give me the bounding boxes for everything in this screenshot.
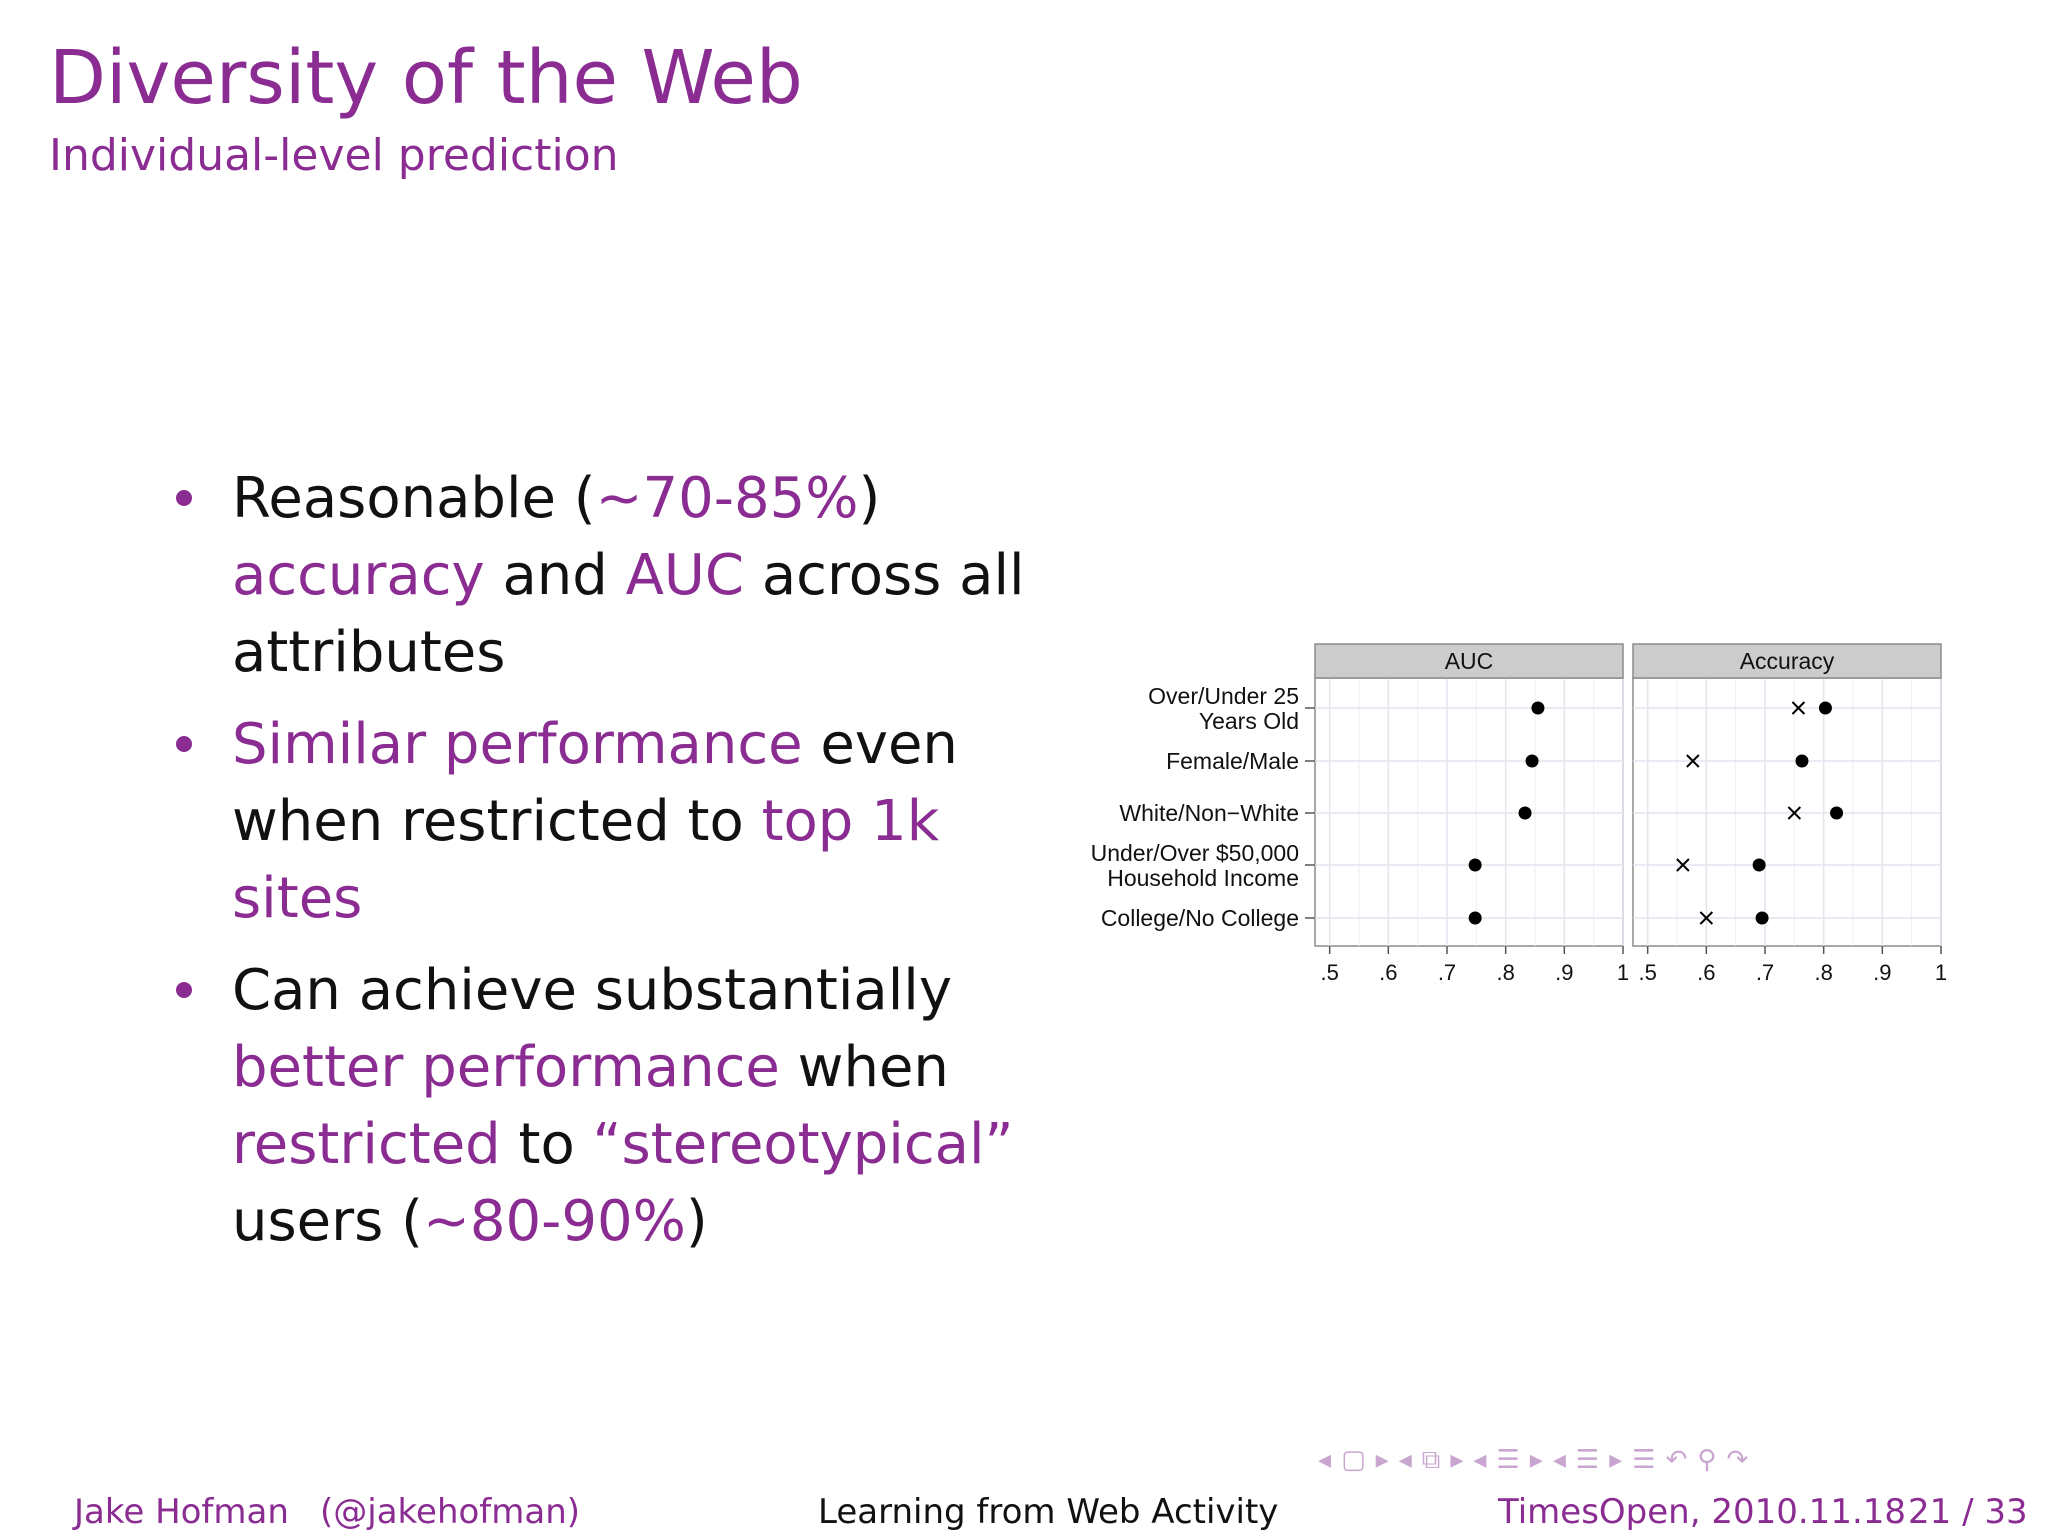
x-tick-label: .6 — [1379, 960, 1398, 985]
data-point-dot — [1753, 859, 1766, 872]
x-tick-label: .7 — [1755, 960, 1775, 985]
highlighted-text: Similar performance — [232, 712, 803, 777]
y-tick-label-line: Under/Over $50,000 — [1090, 840, 1299, 866]
beamer-nav-controls[interactable] — [1318, 1440, 1748, 1480]
data-point-dot — [1469, 912, 1482, 925]
section-icon[interactable]: ☰ — [1575, 1445, 1600, 1475]
bullet-dot-icon — [176, 490, 192, 506]
bullet-text: ) — [685, 1189, 708, 1254]
panel-frame — [1633, 678, 1941, 946]
x-tick-label: .6 — [1697, 960, 1716, 985]
nav-prev-icon[interactable]: ◂ — [1398, 1445, 1412, 1475]
data-point-dot — [1795, 755, 1808, 768]
bullet-dot-icon — [176, 982, 192, 998]
bullet-text: and — [484, 543, 626, 608]
highlighted-text: accuracy — [232, 543, 485, 608]
bullet-text: across all attributes — [232, 543, 1025, 685]
y-tick-label-line: Household Income — [1107, 865, 1299, 891]
data-point-dot — [1756, 912, 1769, 925]
y-tick-label-line: Years Old — [1198, 708, 1299, 734]
footer-event: TimesOpen, 2010.11.18 — [1498, 1492, 1907, 1532]
bullet-list — [170, 460, 1030, 1275]
data-point-dot — [1830, 807, 1843, 820]
data-point-dot — [1519, 807, 1532, 820]
panel-strip-label: Accuracy — [1739, 648, 1835, 674]
slide-title: Diversity of the Web — [49, 35, 803, 121]
undo-icon[interactable]: ↶ — [1665, 1445, 1688, 1475]
highlighted-text: better performance — [232, 1035, 780, 1100]
x-tick-label: .7 — [1437, 960, 1457, 985]
section-icon[interactable]: ☰ — [1496, 1445, 1520, 1475]
y-tick-label: Female/Male — [1166, 748, 1299, 774]
bullet-text: even when restricted to — [232, 712, 958, 854]
subsection-icon[interactable]: ⧉ — [1421, 1444, 1441, 1475]
section-icon[interactable]: ☰ — [1632, 1445, 1656, 1475]
x-tick-label: 1 — [1616, 960, 1630, 985]
data-point-dot — [1531, 702, 1544, 715]
data-point-dot — [1526, 755, 1539, 768]
x-tick-label: .5 — [1320, 960, 1339, 985]
x-tick-label: .9 — [1555, 960, 1574, 985]
slide-subtitle: Individual-level prediction — [49, 130, 619, 181]
y-tick-label — [1148, 683, 1299, 734]
footer-handle: (@jakehofman) — [320, 1492, 581, 1532]
highlighted-text: ∼70-85% — [595, 466, 859, 531]
highlighted-text: AUC — [625, 543, 745, 608]
nav-prev-icon[interactable]: ◂ — [1552, 1445, 1566, 1475]
data-point-dot — [1819, 702, 1832, 715]
bullet-text: Can achieve substantially — [232, 958, 952, 1023]
y-tick-label: College/No College — [1100, 905, 1299, 931]
bullet-text: users ( — [232, 1189, 423, 1254]
bullet-item — [170, 460, 1030, 691]
footer-author: Jake Hofman — [74, 1492, 289, 1532]
search-icon[interactable]: ⚲ — [1697, 1445, 1717, 1475]
nav-next-icon[interactable]: ▸ — [1529, 1445, 1543, 1475]
highlighted-text: top 1k sites — [232, 789, 940, 931]
x-tick-label: .9 — [1873, 960, 1892, 985]
bullet-text: ) — [858, 466, 881, 531]
bullet-text: when — [779, 1035, 949, 1100]
y-tick-label-line: Over/Under 25 — [1148, 683, 1299, 709]
highlighted-text: ∼80-90% — [422, 1189, 686, 1254]
footer-talk-title: Learning from Web Activity — [818, 1492, 1279, 1532]
y-tick-label — [1091, 840, 1299, 891]
footer-page-number: 21 / 33 — [1908, 1492, 2028, 1532]
x-tick-label: .8 — [1814, 960, 1833, 985]
x-tick-label: .8 — [1496, 960, 1515, 985]
x-tick-label: 1 — [1934, 960, 1948, 985]
y-tick-label: White/Non−White — [1119, 800, 1299, 826]
panel-strip-label: AUC — [1444, 648, 1494, 674]
bullet-text: to — [500, 1112, 593, 1177]
highlighted-text: restricted — [232, 1112, 501, 1177]
nav-next-icon[interactable]: ▸ — [1609, 1445, 1623, 1475]
nav-next-icon[interactable]: ▸ — [1450, 1445, 1464, 1475]
x-tick-label: .5 — [1638, 960, 1657, 985]
bullet-dot-icon — [176, 736, 192, 752]
frame-icon[interactable]: ▢ — [1341, 1445, 1366, 1475]
panel-frame — [1315, 678, 1623, 946]
bullet-text: Reasonable ( — [232, 466, 596, 531]
dotplot-chart — [1060, 630, 1970, 1010]
nav-prev-icon[interactable]: ◂ — [1473, 1445, 1487, 1475]
highlighted-text: “stereotypical” — [592, 1112, 1014, 1177]
bullet-item — [170, 706, 1030, 937]
data-point-dot — [1469, 859, 1482, 872]
redo-icon[interactable]: ↷ — [1726, 1445, 1749, 1475]
bullet-item — [170, 952, 1030, 1260]
nav-prev-icon[interactable]: ◂ — [1318, 1445, 1332, 1475]
nav-next-icon[interactable]: ▸ — [1375, 1445, 1389, 1475]
